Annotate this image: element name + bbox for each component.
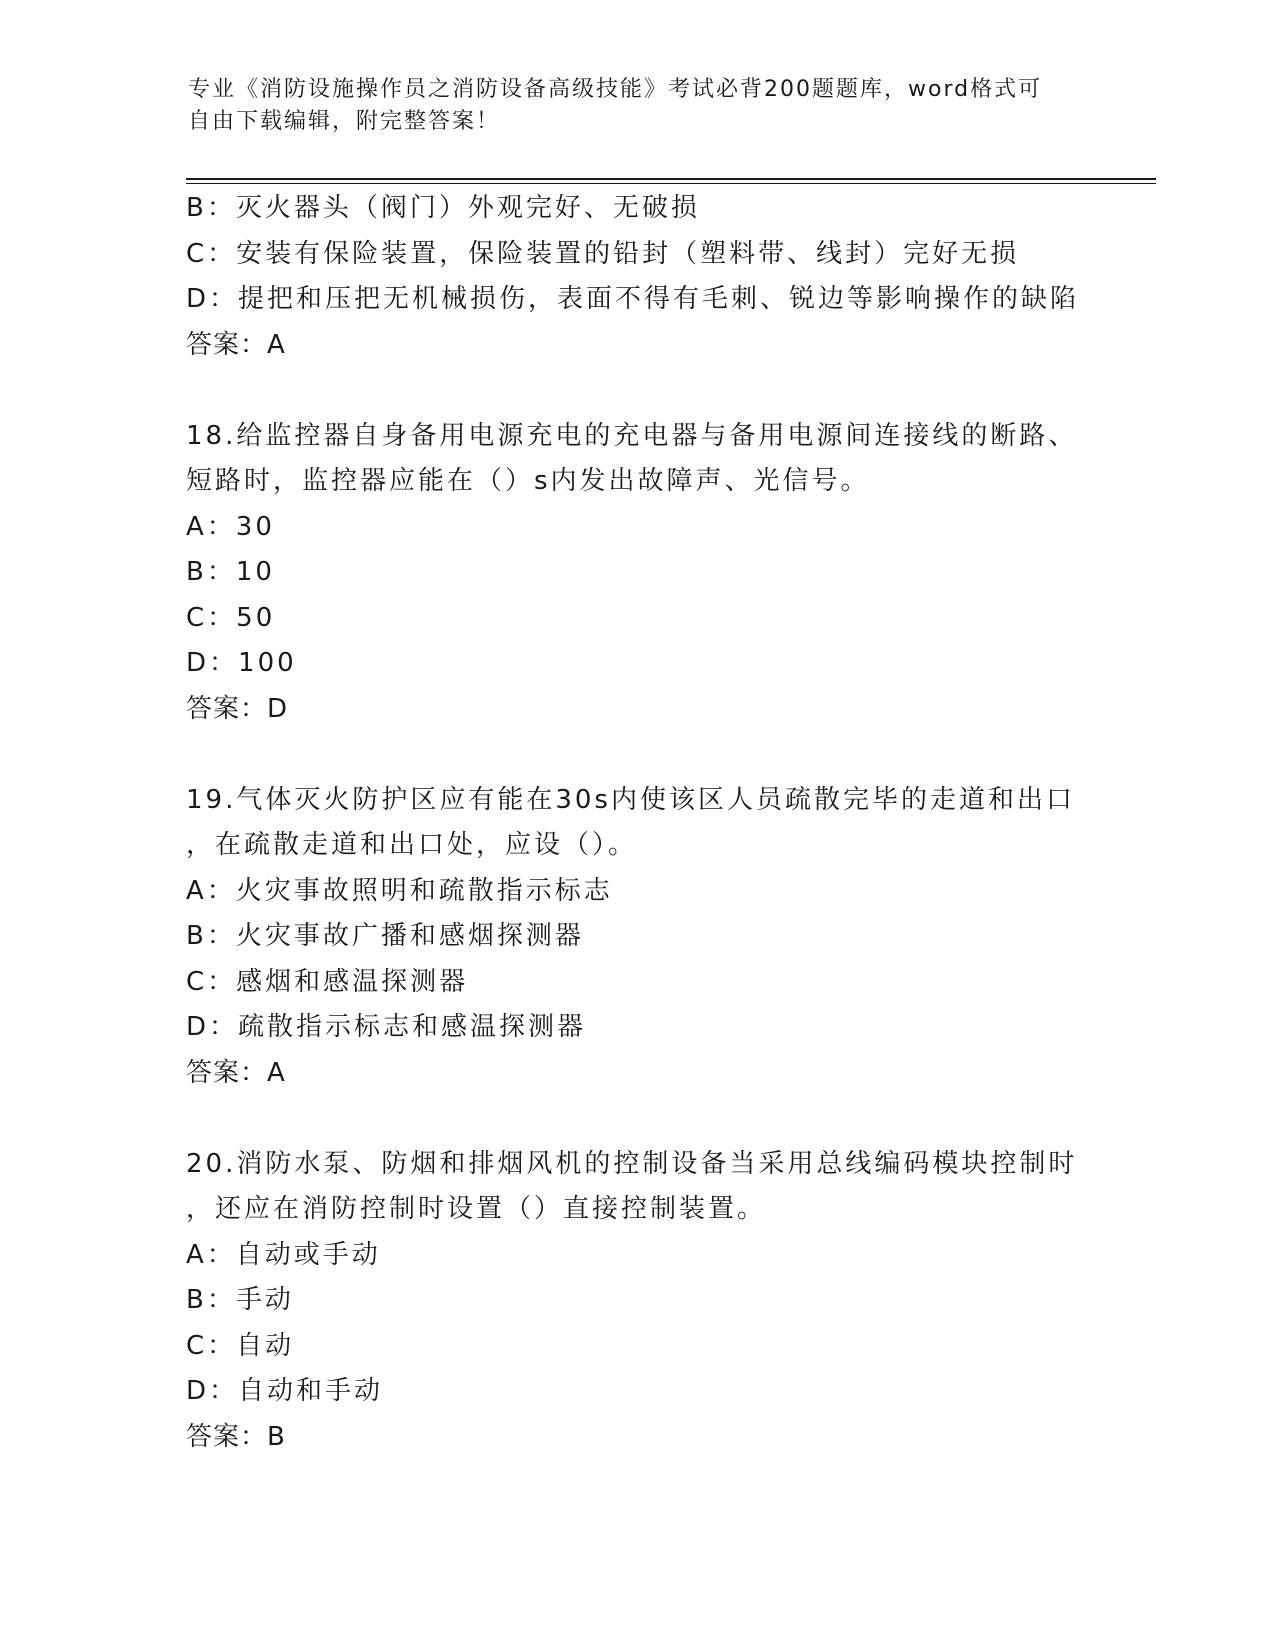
question-stem-line-1: 18.给监控器自身备用电源充电的充电器与备用电源间连接线的断路、: [186, 420, 1078, 451]
question-17-continued: [186, 186, 1146, 368]
question-stem-line-2: 短路时，监控器应能在（）s内发出故障声、光信号。: [186, 466, 870, 496]
header-divider-thick: [186, 178, 1156, 180]
option-d: D：疏散指示标志和感温探测器: [186, 1012, 587, 1042]
answer-line: 答案：A: [186, 329, 286, 360]
option-c: C：安装有保险装置，保险装置的铅封（塑料带、线封）完好无损: [186, 238, 1020, 269]
option-c: C：自动: [186, 1330, 295, 1361]
answer-line: 答案：B: [186, 1421, 286, 1452]
option-b: B：10: [186, 557, 275, 587]
question-20: [186, 1142, 1146, 1461]
answer-line: 答案：D: [186, 693, 289, 724]
option-b: B：灭火器头（阀门）外观完好、无破损: [186, 193, 700, 223]
option-a: A：自动或手动: [186, 1239, 381, 1270]
option-d: D：提把和压把无机械损伤，表面不得有毛刺、锐边等影响操作的缺陷: [186, 284, 1080, 314]
page-header: [188, 74, 1088, 138]
answer-line: 答案：A: [186, 1057, 286, 1088]
spacer: [186, 732, 1146, 778]
option-d: D：100: [186, 648, 297, 678]
question-stem-line-2: ，在疏散走道和出口处，应设（）。: [186, 830, 638, 860]
option-b: B：火灾事故广播和感烟探测器: [186, 921, 584, 951]
option-b: B：手动: [186, 1285, 294, 1315]
option-a: A：30: [186, 511, 275, 542]
document-body: [186, 186, 1146, 1460]
header-title-line-2: 自由下载编辑，附完整答案！: [188, 109, 501, 134]
spacer: [186, 1096, 1146, 1142]
option-c: C：50: [186, 602, 276, 633]
question-18: [186, 414, 1146, 733]
option-a: A：火灾事故照明和疏散指示标志: [186, 875, 613, 906]
question-19: [186, 778, 1146, 1097]
spacer: [186, 368, 1146, 414]
question-stem-line-1: 20.消防水泵、防烟和排烟风机的控制设备当采用总线编码模块控制时: [186, 1148, 1078, 1179]
option-d: D：自动和手动: [186, 1376, 384, 1406]
question-stem-line-2: ，还应在消防控制时设置（）直接控制装置。: [186, 1194, 767, 1224]
header-title-line-1: 专业《消防设施操作员之消防设备高级技能》考试必背200题题库，word格式可: [188, 77, 1043, 102]
option-c: C：感烟和感温探测器: [186, 966, 469, 997]
header-divider-thin: [186, 183, 1156, 184]
question-stem-line-1: 19.气体灭火防护区应有能在30s内使该区人员疏散完毕的走道和出口: [186, 784, 1075, 815]
